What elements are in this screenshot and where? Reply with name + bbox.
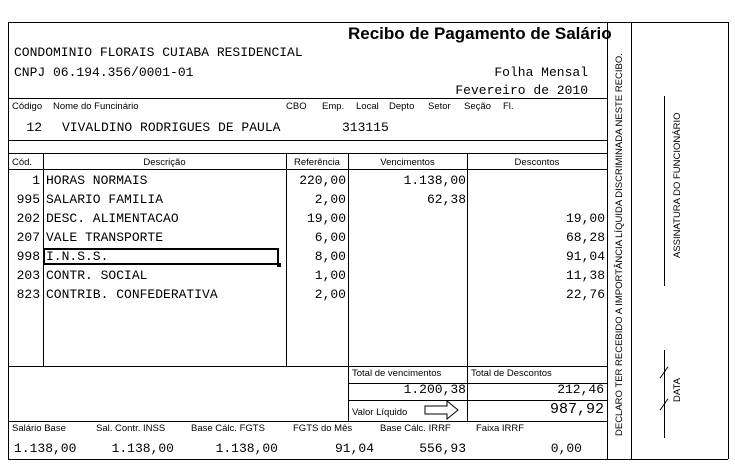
depto-label: Depto xyxy=(389,101,415,112)
cell-cod: 823 xyxy=(16,287,40,302)
header-descricao: Descrição xyxy=(143,157,186,168)
selected-cell[interactable] xyxy=(43,248,279,265)
sheet-type: Folha Mensal xyxy=(494,65,588,80)
base-calc-irrf-label: Base Cálc. IRRF xyxy=(380,423,451,434)
cell-descontos: 11,38 xyxy=(565,268,605,283)
signature-label: ASSINATURA DO FUNCIONÁRIO xyxy=(672,112,683,258)
rule-table-top xyxy=(8,140,607,141)
valor-liquido-label: Valor Líquido xyxy=(352,407,408,418)
header-referencia: Referência xyxy=(294,157,340,168)
employee-code: 12 xyxy=(26,120,42,135)
faixa-irrf: 0,00 xyxy=(550,441,582,456)
date-label: DATA xyxy=(672,378,683,402)
cell-cod: 203 xyxy=(16,268,40,283)
cell-descontos: 68,28 xyxy=(565,230,605,245)
base-calc-fgts: 1.138,00 xyxy=(215,441,278,456)
rule-table-top-2 xyxy=(8,153,607,154)
base-calc-fgts-label: Base Cálc. FGTS xyxy=(191,423,265,434)
header-cod: Cód. xyxy=(12,157,33,168)
rule-table-header xyxy=(8,169,607,170)
base-calc-irrf: 556,93 xyxy=(419,441,466,456)
cell-referencia: 8,00 xyxy=(314,249,346,264)
signature-line xyxy=(664,96,665,286)
page-title: Recibo de Pagamento de Salário xyxy=(348,24,612,43)
cell-cod: 207 xyxy=(16,230,40,245)
employee-name: VIVALDINO RODRIGUES DE PAULA xyxy=(62,120,281,135)
cell-referencia: 19,00 xyxy=(306,211,346,226)
sal-contr-inss: 1.138,00 xyxy=(111,441,174,456)
cell-vencimentos: 1.138,00 xyxy=(403,173,466,188)
total-descontos-label: Total de Descontos xyxy=(471,368,552,379)
header-vencimentos: Vencimentos xyxy=(380,157,435,168)
side-divider xyxy=(607,22,608,459)
date-line xyxy=(664,350,665,438)
frame-top xyxy=(8,22,728,23)
local-label: Local xyxy=(356,101,379,112)
cell-descontos: 22,76 xyxy=(565,287,605,302)
cell-descricao: VALE TRANSPORTE xyxy=(46,230,164,245)
fgts-mes: 91,04 xyxy=(334,441,374,456)
cell-referencia: 1,00 xyxy=(314,268,346,283)
frame-bottom xyxy=(8,459,728,460)
header-descontos: Descontos xyxy=(514,157,560,168)
cell-referencia: 2,00 xyxy=(314,192,346,207)
sal-contr-inss-label: Sal. Contr. INSS xyxy=(96,423,166,434)
company-name: CONDOMINIO FLORAIS CUIABA RESIDENCIAL xyxy=(14,45,303,60)
cell-referencia: 2,00 xyxy=(314,287,346,302)
setor-label: Setor xyxy=(428,101,451,112)
side-divider-2 xyxy=(631,22,632,459)
rule-table-bottom xyxy=(8,366,607,367)
cell-cod: 995 xyxy=(16,192,40,207)
emp-label: Emp. xyxy=(322,101,345,112)
arrow-right-icon xyxy=(424,400,460,420)
total-descontos: 212,46 xyxy=(557,382,604,397)
cell-vencimentos: 62,38 xyxy=(426,192,466,207)
total-vencimentos: 1.200,38 xyxy=(403,382,466,397)
cell-descontos: 91,04 xyxy=(565,249,605,264)
cell-cod: 202 xyxy=(16,211,40,226)
cbo-label: CBO xyxy=(286,101,307,112)
employee-cbo: 313115 xyxy=(342,120,389,135)
salario-base: 1.138,00 xyxy=(14,441,77,456)
payroll-period: Fevereiro de 2010 xyxy=(455,83,588,98)
declaration-text: DECLARO TER RECEBIDO A IMPORTÂNCIA LÍQUIDA DISCRIMINADA NESTE RECIBO. xyxy=(614,53,625,436)
cell-cod: 998 xyxy=(16,249,40,264)
cell-referencia: 220,00 xyxy=(299,173,346,188)
fl-label: Fl. xyxy=(503,101,514,112)
cell-descontos: 19,00 xyxy=(565,211,605,226)
salario-base-label: Salário Base xyxy=(12,423,66,434)
name-label: Nome do Funcinário xyxy=(53,101,139,112)
code-label: Código xyxy=(12,101,43,112)
total-vencimentos-label: Total de vencimentos xyxy=(352,368,442,379)
cell-referencia: 6,00 xyxy=(314,230,346,245)
col-sep-venc xyxy=(467,153,468,421)
cell-descricao: DESC. ALIMENTACAO xyxy=(46,211,179,226)
cell-descricao: HORAS NORMAIS xyxy=(46,173,148,188)
valor-liquido: 987,92 xyxy=(549,401,604,418)
rule-footer xyxy=(8,421,607,422)
secao-label: Seção xyxy=(464,101,491,112)
frame-left xyxy=(8,22,9,459)
cell-descricao: I.N.S.S. xyxy=(46,249,109,264)
frame-right xyxy=(728,22,729,459)
cell-descricao: SALARIO FAMILIA xyxy=(46,192,164,207)
fgts-mes-label: FGTS do Mês xyxy=(293,423,353,434)
rule-employee-header xyxy=(8,98,607,99)
faixa-irrf-label: Faixa IRRF xyxy=(476,423,525,434)
cell-descricao: CONTR. SOCIAL xyxy=(46,268,148,283)
company-cnpj: CNPJ 06.194.356/0001-01 xyxy=(14,65,194,80)
cell-descricao: CONTRIB. CONFEDERATIVA xyxy=(46,287,218,302)
col-sep-ref xyxy=(348,153,349,421)
selection-handle[interactable] xyxy=(277,263,281,267)
cell-cod: 1 xyxy=(32,173,40,188)
